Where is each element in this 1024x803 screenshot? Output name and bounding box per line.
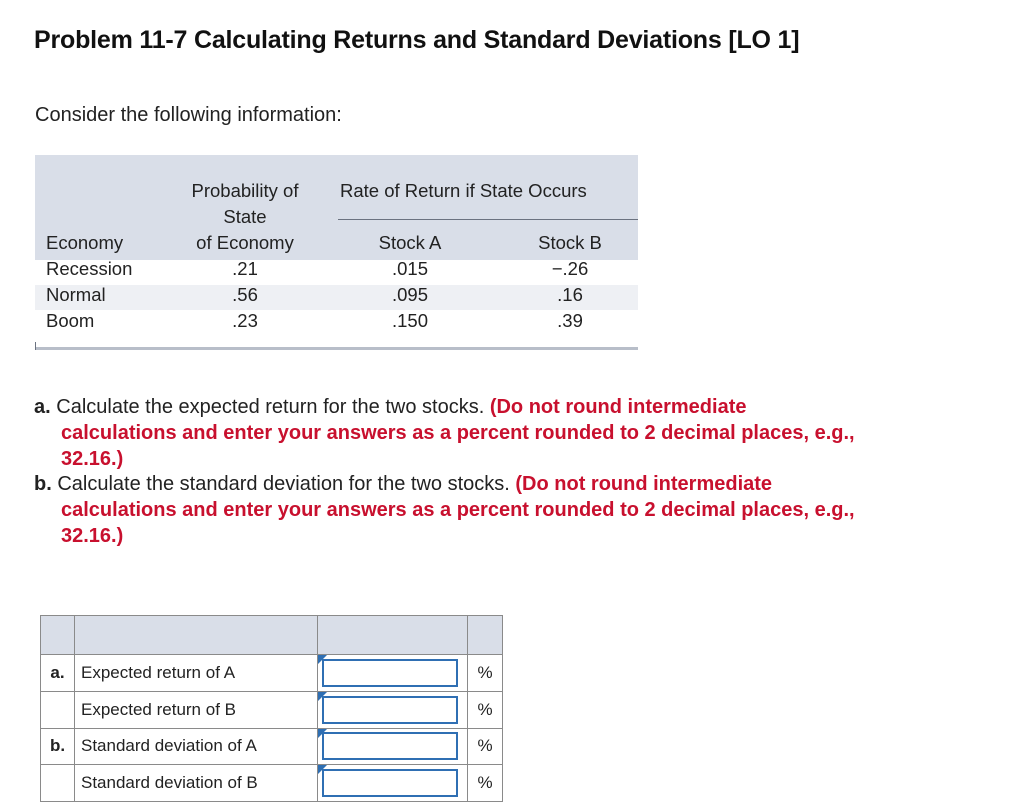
- header-rate-rule: [338, 219, 638, 220]
- instruction-a-label: a.: [34, 396, 51, 418]
- percent-unit: %: [468, 655, 503, 692]
- row-probability: .23: [232, 310, 258, 331]
- answer-row-label: Standard deviation of B: [75, 765, 318, 802]
- answer-part-label: a.: [41, 655, 75, 692]
- answer-table: [40, 615, 503, 802]
- expected-return-b-input-wrap: [322, 696, 458, 724]
- answer-row-label: Expected return of B: [75, 691, 318, 728]
- header-economy: Economy: [46, 232, 124, 253]
- instruction-b-label: b.: [34, 473, 52, 495]
- percent-unit: %: [468, 728, 503, 765]
- answer-row-expected-return-a: [41, 655, 503, 692]
- answer-part-label: b.: [41, 728, 75, 765]
- flag-icon: [318, 729, 327, 738]
- answer-row-label: Standard deviation of A: [75, 728, 318, 765]
- row-economy: Boom: [46, 310, 95, 331]
- percent-unit: %: [468, 765, 503, 802]
- header-probability-line3: of Economy: [196, 232, 294, 253]
- flag-icon: [318, 692, 327, 701]
- instruction-b-note-line3: 32.16.): [61, 525, 124, 547]
- row-stock-b: −.26: [551, 258, 589, 279]
- expected-return-a-input[interactable]: [324, 661, 456, 685]
- instruction-a: [34, 394, 934, 472]
- row-economy: Normal: [46, 284, 106, 305]
- answer-part-label: [41, 691, 75, 728]
- instruction-a-note-line2: calculations and enter your answers as a percent rounded to 2 decimal places, e.g.,: [61, 422, 855, 444]
- header-stock-b: Stock B: [538, 232, 602, 253]
- instruction-b-note-line1: (Do not round intermediate: [515, 473, 773, 495]
- row-stock-b: .16: [557, 284, 583, 305]
- flag-icon: [318, 765, 327, 774]
- std-dev-a-input-wrap: [322, 732, 458, 760]
- row-stock-a: .015: [391, 258, 428, 279]
- row-stock-a: .095: [391, 284, 428, 305]
- answer-row-std-dev-a: [41, 728, 503, 765]
- table-bottom-rule: [35, 347, 638, 350]
- row-probability: .56: [232, 284, 258, 305]
- std-dev-a-input[interactable]: [324, 734, 456, 758]
- info-table: [35, 155, 638, 355]
- answer-part-label: [41, 765, 75, 802]
- std-dev-b-input[interactable]: [324, 771, 456, 795]
- header-rate-of-return: Rate of Return if State Occurs: [340, 180, 587, 201]
- header-probability-line2: State: [223, 206, 267, 227]
- header-probability-line1: Probability of: [191, 180, 299, 201]
- header-stock-a: Stock A: [378, 232, 442, 253]
- answer-table-header: [41, 616, 503, 655]
- row-economy: Recession: [46, 258, 133, 279]
- page-title: Problem 11-7 Calculating Returns and Standard Deviations [LO 1]: [34, 26, 800, 54]
- expected-return-b-input[interactable]: [324, 698, 456, 722]
- instruction-a-note-line3: 32.16.): [61, 448, 124, 470]
- row-stock-a: .150: [391, 310, 428, 331]
- std-dev-b-input-wrap: [322, 769, 458, 797]
- row-probability: .21: [232, 258, 258, 279]
- instruction-b-text: Calculate the standard deviation for the two stocks.: [57, 473, 510, 495]
- answer-row-std-dev-b: [41, 765, 503, 802]
- flag-icon: [318, 655, 327, 664]
- row-stock-b: .39: [557, 310, 583, 331]
- instruction-b-note-line2: calculations and enter your answers as a percent rounded to 2 decimal places, e.g.,: [61, 499, 855, 521]
- answer-row-expected-return-b: [41, 691, 503, 728]
- answer-row-label: Expected return of A: [75, 655, 318, 692]
- expected-return-a-input-wrap: [322, 659, 458, 687]
- instruction-b: [34, 471, 934, 549]
- intro-text: Consider the following information:: [35, 104, 342, 126]
- instruction-a-text: Calculate the expected return for the two stocks.: [56, 396, 485, 418]
- instruction-a-note-line1: (Do not round intermediate: [489, 396, 747, 418]
- percent-unit: %: [468, 691, 503, 728]
